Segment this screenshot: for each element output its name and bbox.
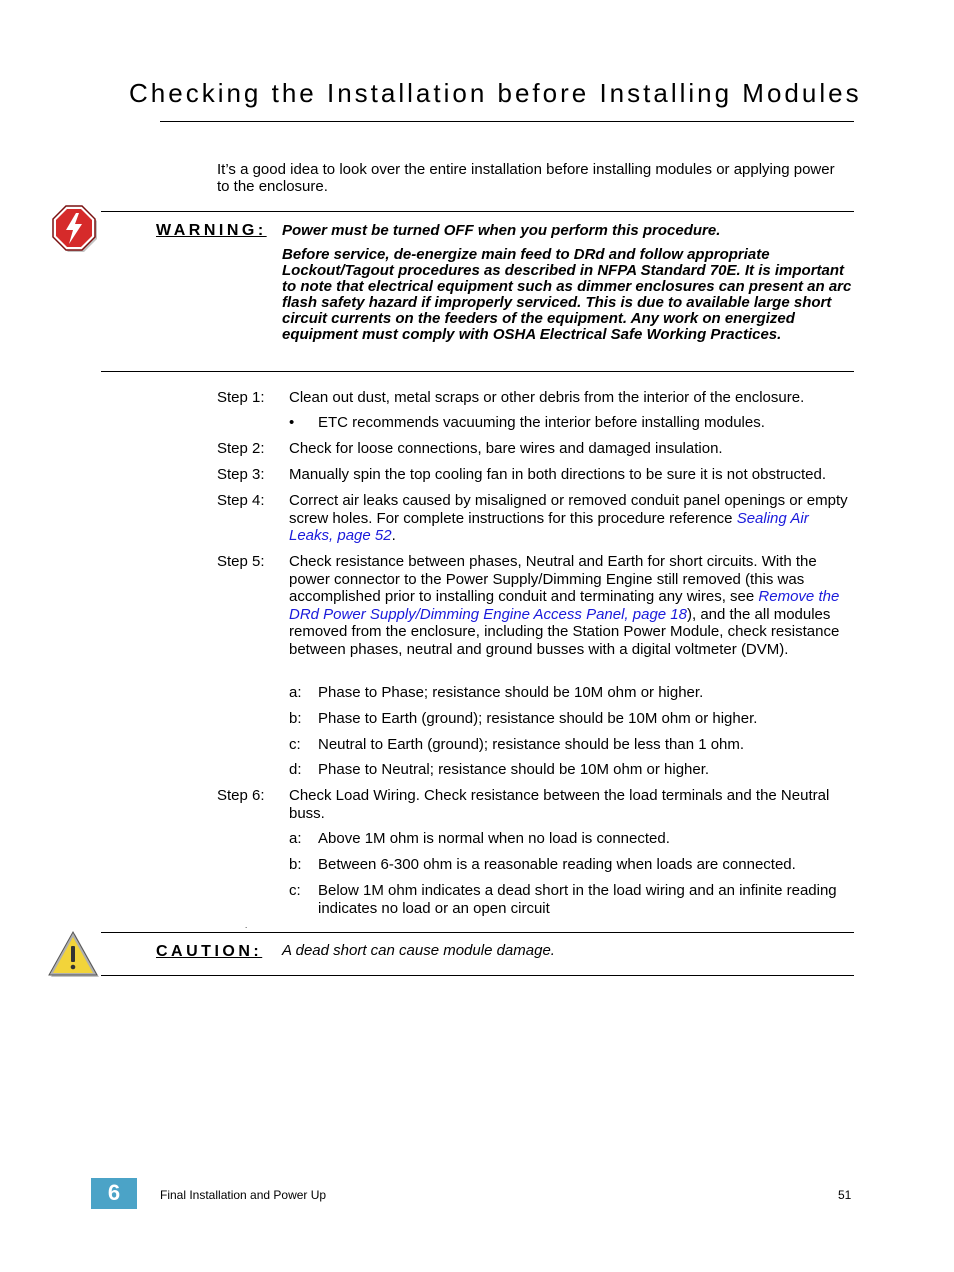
step-2 [217, 440, 857, 458]
page-title: Checking the Installation before Installing Modules [129, 78, 862, 108]
step-text [289, 492, 857, 545]
step-1 [217, 389, 857, 407]
step-text: Check Load Wiring. Check resistance between the load terminals and the Neutral buss. [289, 787, 830, 822]
step-text [289, 553, 857, 658]
step-3 [217, 466, 857, 484]
access-panel-link[interactable]: Remove the DRd Power Supply/Dimming Engine Access Panel, page 18 [289, 588, 840, 623]
lightning-stop-sign-icon [48, 203, 100, 255]
warning-line-2: Before service, de-energize main feed to DRd and follow appropriate Lockout/Tagout procedures as described in NFPA Standard 70E. It is important to note that electrical equipment such as dimmer enclosures can present an arc flash safety hazard if improperly serviced. This is due to available large short circuit currents on the feeders of the equipment. Any work on energized equipment must comply with OSHA Electrical Safe Working Practices. [282, 246, 852, 343]
list-item-label: c: [289, 882, 301, 899]
list-item [289, 856, 854, 874]
list-item-label: a: [289, 830, 302, 847]
step-text-part: Correct air leaks caused by misaligned or removed conduit panel openings or empty screw holes. For complete instructions for this procedure reference [289, 492, 848, 527]
step-text: Manually spin the top cooling fan in both directions to be sure it is not obstructed. [289, 466, 826, 483]
step-1-bullet [289, 414, 854, 432]
step-5 [217, 553, 857, 658]
step-label: Step 5: [217, 553, 265, 570]
bullet-marker: • [289, 414, 295, 431]
list-item-text: Phase to Phase; resistance should be 10M ohm or higher. [318, 684, 704, 701]
intro-paragraph: It’s a good idea to look over the entire installation before installing modules or applying power to the enclosure. [217, 161, 835, 195]
list-item [289, 736, 854, 754]
step-text-part: Check resistance between phases, Neutral and Earth for short circuits. With the power connector to the Power Supply/Dimming Engine still removed (this was accomplished prior to installing conduit and terminating any wires, see [289, 553, 817, 605]
page-number: 51 [838, 1188, 852, 1202]
warning-bottom-divider [101, 371, 854, 372]
step-text-part: ), and the all modules removed from the enclosure, including the Station Power Module, check resistance between phases, neutral and ground busses with a digital voltmeter (DVM). [289, 605, 840, 658]
list-item-label: b: [289, 856, 302, 873]
caution-bottom-divider [101, 975, 854, 976]
list-item-label: c: [289, 736, 301, 753]
step-4 [217, 492, 857, 545]
step-text-part: . [391, 527, 396, 544]
title-divider [160, 121, 854, 122]
caution-triangle-icon [46, 928, 100, 980]
stray-dot: . [245, 921, 248, 930]
list-item [289, 710, 854, 728]
caution-text: A dead short can cause module damage. [282, 942, 555, 959]
list-item-label: b: [289, 710, 302, 727]
list-item-text: Phase to Neutral; resistance should be 10M ohm or higher. [318, 761, 710, 778]
caution-label: CAUTION: [156, 943, 263, 960]
warning-line-1: Power must be turned OFF when you perform this procedure. [282, 222, 721, 239]
step-label: Step 3: [217, 466, 265, 483]
list-item [289, 761, 854, 779]
list-item-text: Neutral to Earth (ground); resistance should be less than 1 ohm. [318, 736, 745, 753]
step-label: Step 1: [217, 389, 265, 406]
list-item [289, 684, 854, 702]
footer-section-title: Final Installation and Power Up [160, 1188, 327, 1202]
warning-label: WARNING: [156, 222, 267, 239]
bullet-text: ETC recommends vacuuming the interior before installing modules. [318, 414, 765, 431]
list-item-label: a: [289, 684, 302, 701]
list-item [289, 882, 854, 917]
step-6 [217, 787, 857, 822]
warning-text [282, 223, 854, 343]
step-text: Check for loose connections, bare wires and damaged insulation. [289, 440, 723, 457]
step-text: Clean out dust, metal scraps or other debris from the interior of the enclosure. [289, 389, 805, 406]
chapter-number-tab: 6 [91, 1178, 137, 1209]
step-label: Step 6: [217, 787, 265, 804]
list-item-text: Below 1M ohm indicates a dead short in the load wiring and an infinite reading indicates no load or an open circuit [318, 882, 837, 917]
list-item-text: Phase to Earth (ground); resistance should be 10M ohm or higher. [318, 710, 758, 727]
list-item-text: Between 6-300 ohm is a reasonable reading when loads are connected. [318, 856, 796, 873]
list-item-text: Above 1M ohm is normal when no load is connected. [318, 830, 670, 847]
warning-top-divider [101, 211, 854, 212]
list-item [289, 830, 854, 848]
sealing-air-leaks-link[interactable]: Sealing Air Leaks, page 52 [289, 509, 809, 544]
caution-top-divider [101, 932, 854, 933]
step-label: Step 2: [217, 440, 265, 457]
step-label: Step 4: [217, 492, 265, 509]
list-item-label: d: [289, 761, 302, 778]
